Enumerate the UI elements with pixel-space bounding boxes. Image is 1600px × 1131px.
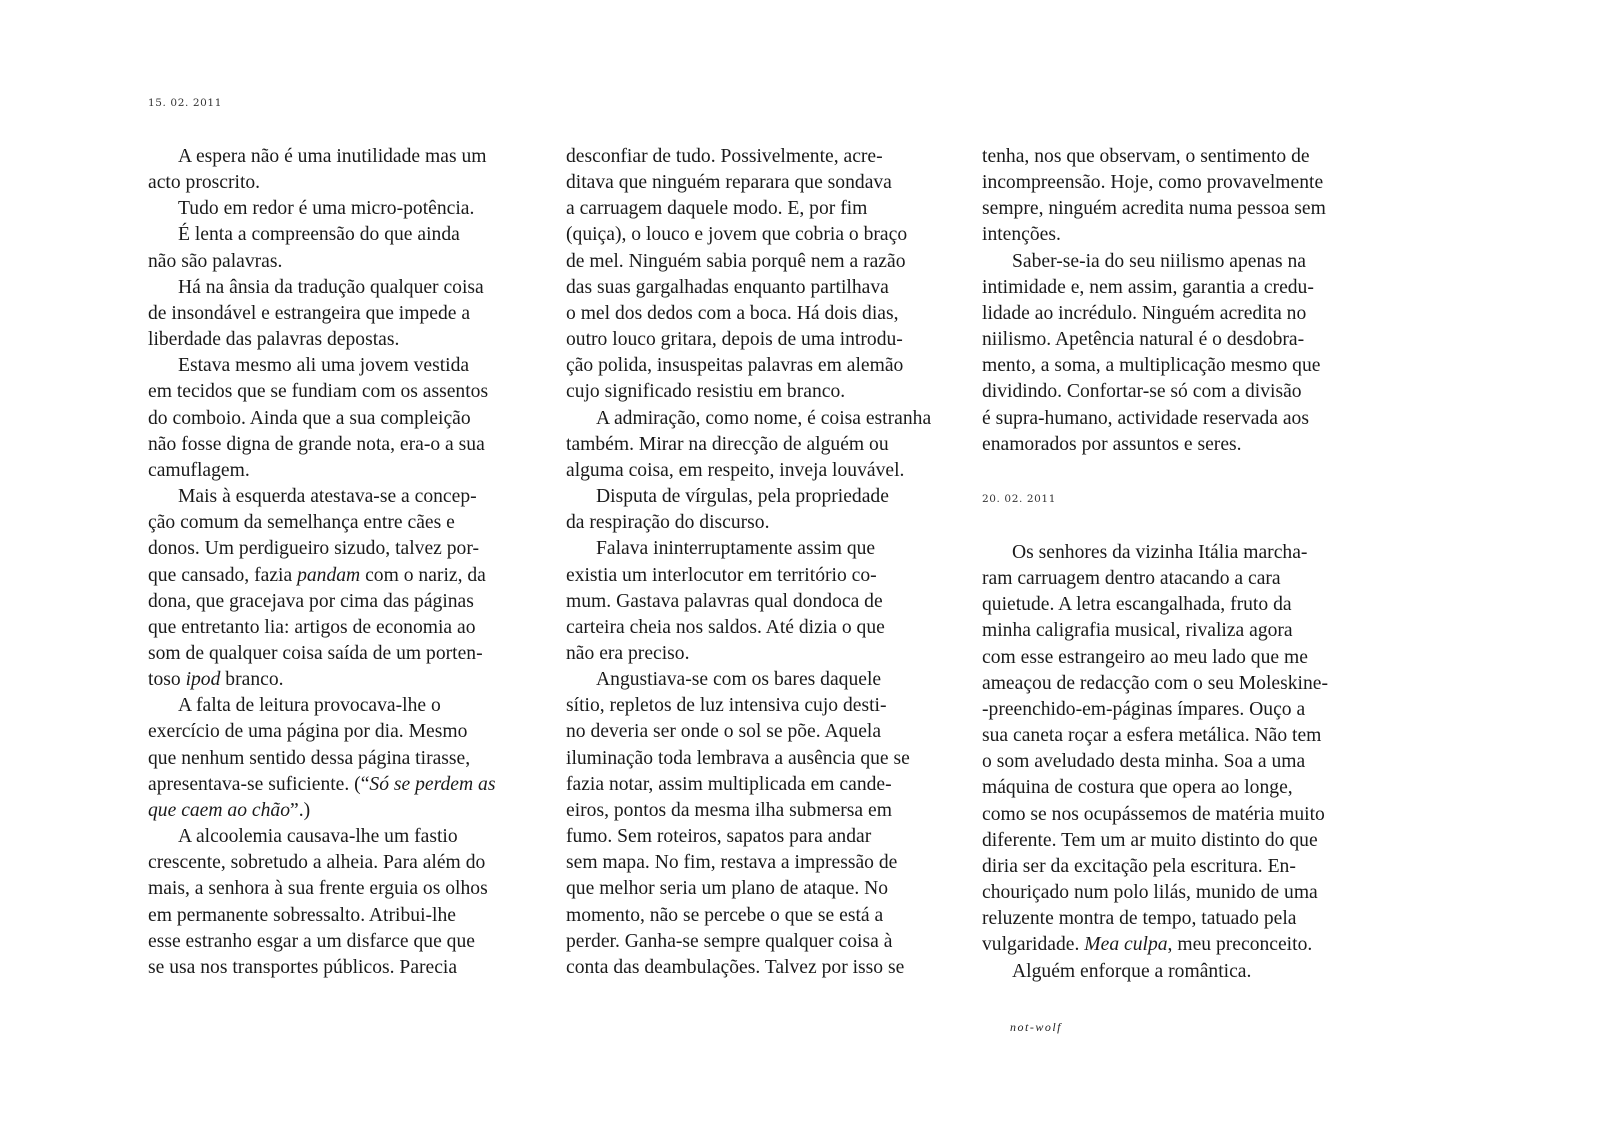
text-line: cujo significado resistiu em branco.: [566, 381, 846, 403]
text-line: de insondável e estrangeira que impede a: [148, 302, 471, 324]
text-line: (quiça), o louco e jovem que cobria o braço: [566, 224, 908, 246]
text-line: alguma coisa, em respeito, inveja louvável.: [566, 459, 905, 481]
text-line: A espera não é uma inutilidade mas um: [178, 146, 487, 167]
text-line: chouriçado num polo lilás, munido de uma: [982, 882, 1318, 904]
text-line: não era preciso.: [566, 642, 690, 664]
text-column-3-part-1: [982, 144, 1382, 458]
text-segment: toso: [148, 669, 186, 691]
text-line: camuflagem.: [148, 459, 250, 481]
text-line: diria ser da excitação pela escritura. En-: [982, 855, 1296, 877]
text-line: -preenchido-em-páginas ímpares. Ouço a: [982, 698, 1306, 720]
text-line: se usa nos transportes públicos. Parecia: [148, 956, 458, 978]
text-line: de mel. Ninguém sabia porquê nem a razão: [566, 250, 906, 272]
text-column-1: [148, 144, 548, 981]
text-line: não são palavras.: [148, 250, 283, 272]
text-line: ameaçou de redacção com o seu Moleskine-: [982, 672, 1328, 694]
text-line: tenha, nos que observam, o sentimento de: [982, 146, 1310, 167]
text-segment: branco.: [220, 669, 284, 691]
text-line: reluzente montra de tempo, tatuado pela: [982, 908, 1297, 930]
text-line: Alguém enforque a romântica.: [1012, 960, 1252, 982]
text-line: das suas gargalhadas enquanto partilhava: [566, 276, 889, 298]
text-line: enamorados por assuntos e seres.: [982, 433, 1242, 455]
text-line: crescente, sobretudo a alheia. Para além do: [148, 852, 486, 874]
text-line: carteira cheia nos saldos. Até dizia o que: [566, 616, 885, 638]
text-line: Falava ininterruptamente assim que: [596, 538, 876, 560]
text-line: sítio, repletos de luz intensiva cujo desti-: [566, 695, 887, 717]
text-line: em permanente sobressalto. Atribui-lhe: [148, 904, 456, 926]
text-segment: vulgaridade.: [982, 934, 1085, 956]
text-line: que nenhum sentido dessa página tirasse,: [148, 747, 471, 769]
text-line: a carruagem daquele modo. E, por fim: [566, 198, 868, 220]
text-line: A admiração, como nome, é coisa estranha: [596, 407, 932, 429]
italic-text: que caem ao chão: [148, 799, 291, 821]
text-line: liberdade das palavras depostas.: [148, 329, 400, 351]
text-line: A falta de leitura provocava-lhe o: [178, 695, 441, 717]
italic-text: ipod: [185, 669, 221, 691]
text-segment: apresentava-se suficiente. (“: [148, 773, 370, 795]
text-line: donos. Um perdigueiro sizudo, talvez por-: [148, 538, 479, 560]
text-line: sem mapa. No fim, restava a impressão de: [566, 852, 898, 874]
text-line: do comboio. Ainda que a sua compleição: [148, 407, 471, 429]
text-line: fazia notar, assim multiplicada em cande-: [566, 773, 892, 795]
text-line: em tecidos que se fundiam com os assentos: [148, 381, 489, 403]
text-line: eiros, pontos da mesma ilha submersa em: [566, 799, 892, 821]
text-line: Angustiava-se com os bares daquele: [596, 669, 882, 691]
text-line: Há na ânsia da tradução qualquer coisa: [178, 276, 484, 298]
text-line: som de qualquer coisa saída de um porten-: [148, 642, 483, 664]
text-line: no deveria ser onde o sol se põe. Aquela: [566, 721, 882, 743]
text-line: também. Mirar na direcção de alguém ou: [566, 433, 889, 455]
text-line: lidade ao incrédulo. Ninguém acredita no: [982, 302, 1307, 324]
entry-date: 20. 02. 2011: [982, 493, 1056, 505]
text-line: Disputa de vírgulas, pela propriedade: [596, 486, 889, 508]
text-line: intimidade e, nem assim, garantia a credu-: [982, 276, 1314, 298]
text-line: outro louco gritara, depois de uma introdu-: [566, 329, 903, 351]
text-line: dona, que gracejava por cima das páginas: [148, 590, 474, 612]
italic-text: Só se perdem as: [369, 773, 496, 795]
text-line: não fosse digna de grande nota, era-o a sua: [148, 433, 485, 455]
text-line: máquina de costura que opera ao longe,: [982, 777, 1293, 799]
text-line: diferente. Tem um ar muito distinto do que: [982, 829, 1318, 851]
text-line: existia um interlocutor em território co-: [566, 564, 877, 586]
text-line: intenções.: [982, 224, 1061, 246]
text-line: perder. Ganha-se sempre qualquer coisa à: [566, 930, 893, 952]
text-line: [148, 667, 548, 693]
text-segment: que cansado, fazia: [148, 564, 298, 586]
text-line: que entretanto lia: artigos de economia ao: [148, 616, 476, 638]
text-line: ção comum da semelhança entre cães e: [148, 512, 455, 534]
text-line: acto proscrito.: [148, 172, 261, 194]
text-line: A alcoolemia causava-lhe um fastio: [178, 826, 458, 848]
text-line: o mel dos dedos com a boca. Há dois dias,: [566, 302, 899, 324]
text-line: incompreensão. Hoje, como provavelmente: [982, 172, 1324, 194]
text-line: que melhor seria um plano de ataque. No: [566, 878, 889, 900]
text-segment: , meu preconceito.: [1167, 934, 1313, 956]
text-line: exercício de uma página por dia. Mesmo: [148, 721, 468, 743]
entry-date: 15. 02. 2011: [148, 97, 222, 109]
text-column-3-part-2: [982, 540, 1382, 985]
text-line: minha caligrafia musical, rivaliza agora: [982, 620, 1293, 642]
text-line: sempre, ninguém acredita numa pessoa sem: [982, 198, 1326, 220]
text-line: Mais à esquerda atestava-se a concep-: [178, 486, 477, 508]
text-line: ram carruagem dentro atacando a cara: [982, 568, 1281, 590]
text-line: Estava mesmo ali uma jovem vestida: [178, 355, 470, 377]
text-line: iluminação toda lembrava a ausência que se: [566, 747, 910, 769]
text-column-2: [566, 144, 966, 981]
text-line: com esse estrangeiro ao meu lado que me: [982, 646, 1308, 668]
text-line: ditava que ninguém reparara que sondava: [566, 172, 892, 194]
text-line: conta das deambulações. Talvez por isso se: [566, 956, 905, 978]
text-segment: com o nariz, da: [360, 564, 486, 586]
text-line: é supra-humano, actividade reservada aos: [982, 407, 1309, 429]
text-line: mais, a senhora à sua frente erguia os olhos: [148, 878, 488, 900]
text-line: Saber-se-ia do seu niilismo apenas na: [1012, 250, 1306, 272]
text-line: o som aveludado desta minha. Soa a uma: [982, 751, 1306, 773]
text-line: [148, 563, 548, 589]
text-line: Os senhores da vizinha Itália marcha-: [1012, 542, 1308, 563]
italic-text: Mea culpa: [1084, 934, 1168, 956]
text-line: [148, 798, 548, 824]
text-line: [982, 932, 1382, 958]
text-line: da respiração do discurso.: [566, 512, 770, 534]
text-line: ção polida, insuspeitas palavras em alemão: [566, 355, 904, 377]
italic-text: pandam: [297, 564, 361, 586]
text-line: como se nos ocupássemos de matéria muito: [982, 803, 1325, 825]
text-line: quietude. A letra escangalhada, fruto da: [982, 594, 1292, 616]
text-line: fumo. Sem roteiros, sapatos para andar: [566, 826, 872, 848]
text-line: momento, não se percebe o que se está a: [566, 904, 884, 926]
text-line: sua caneta roçar a esfera metálica. Não tem: [982, 725, 1322, 747]
text-line: desconfiar de tudo. Possivelmente, acre-: [566, 146, 883, 167]
text-line: É lenta a compreensão do que ainda: [178, 224, 460, 246]
text-line: mento, a soma, a multiplicação mesmo que: [982, 355, 1321, 377]
text-line: Tudo em redor é uma micro-potência.: [178, 198, 475, 220]
text-line: niilismo. Apetência natural é o desdobra-: [982, 329, 1305, 351]
text-segment: ”.): [290, 799, 311, 821]
text-line: [148, 772, 548, 798]
text-line: mum. Gastava palavras qual dondoca de: [566, 590, 883, 612]
text-line: esse estranho esgar a um disfarce que que: [148, 930, 475, 952]
text-line: dividindo. Confortar-se só com a divisão: [982, 381, 1302, 403]
author-signature: not-wolf: [1010, 1020, 1063, 1034]
